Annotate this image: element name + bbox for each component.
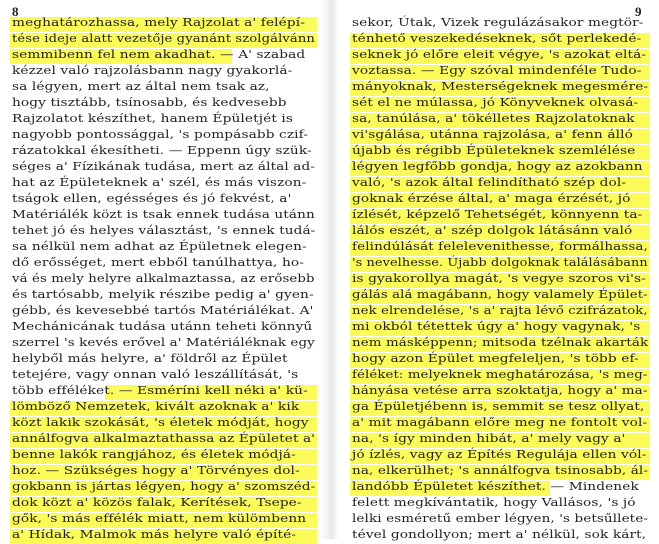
left-page-line: szerrel 's kevés erővel a' Matériáléknak egy xyxy=(12,335,315,349)
left-page-line: Mechánicának tudása utánn teheti könnyű xyxy=(12,319,313,333)
right-page-line: 's nevelhesse. Újabb dolgoknak találásábann xyxy=(352,255,648,269)
right-page-line: ízlését, képzelő Tehetségét, könnyenn ta- xyxy=(352,207,643,221)
left-page-line: tságok ellen, egésséges és jó fekvést, a' xyxy=(12,191,292,205)
right-page-line: jó ízlés, vagy az Építés Regulája ellen vól- xyxy=(352,447,647,461)
left-page-line: semmibenn fel nem akadhat. — A' szabad xyxy=(12,47,306,61)
left-page-line: meghatározhassa, mely Rajzolat a' felépí- xyxy=(12,15,305,29)
right-page-line: mányoknak, Mesterségeknek megesmére- xyxy=(352,79,649,93)
right-page-line: goknak érzése által, a' maga érzését, jó xyxy=(352,191,631,205)
right-page-line: mi okból tétettek úgy a' hogy vagynak, 's xyxy=(352,319,641,333)
left-page-line: gokbann is jártas légyen, hogy a' szomszéd- xyxy=(12,479,316,493)
right-page-line: újabb és régibb Épületeknek szemlélése xyxy=(352,143,636,157)
left-page-line: tése ideje alatt vezetője gyanánt szolgálvánn xyxy=(12,31,315,45)
left-page-line: hogy tisztább, tsínosabb, és kedvesebb xyxy=(12,95,287,109)
left-page-line: hat az Épületeknek a' szél, és más viszon- xyxy=(12,175,307,189)
left-page-line: séges a' Fízikának tudása, mert az által ad- xyxy=(12,159,316,173)
right-page-line: lálós eszét, a' szép dolgok látásánn való xyxy=(352,223,633,237)
right-page-line: ga Épületjébenn is, semmit se tesz ollyat, xyxy=(352,399,645,413)
right-page-line: a' mit magábann előre meg ne fontolt vol- xyxy=(352,415,648,429)
right-page-line: hányása vetése arra szoktatja, hogy a' ma- xyxy=(352,383,648,397)
left-page-line: lömböző Nemzetek, kivált azoknak a' kik xyxy=(12,399,300,413)
left-page-line: dő erősséget, mert ebből tanúlhattya, ho- xyxy=(12,255,304,269)
right-page-line: seknek jó előre eleit végye, 's azokat eltá- xyxy=(352,47,647,61)
right-page-line: na, 's így minden hibát, a' mely vagy a' xyxy=(352,431,626,445)
right-page-line: sekor, Útak, Vizek regulázásakor megtör- xyxy=(352,15,644,29)
left-page-line: gők, 's más effélék miatt, nem külömbenn xyxy=(12,511,307,525)
left-page-line: közt lakik szokását, 's életek módját, hogy xyxy=(12,415,309,429)
page-number-left: 8 xyxy=(12,4,19,19)
left-page-line: sa légyen, mert az által nem tsak az, xyxy=(12,79,270,93)
left-page-line: sa nélkül nem adhat az Épületnek elegen- xyxy=(12,239,307,253)
left-page-line: tehet jó és helyes választást, 's ennek tudá- xyxy=(12,223,316,237)
right-page-line: tével gondollyon; mert a' nélkül, sok kárt, xyxy=(352,527,647,541)
right-page-line: gálás alá magábann, hogy valamely Épület- xyxy=(352,287,648,301)
left-page-line: és tartósabb, melyik részibe pedig a' gyen- xyxy=(12,287,314,301)
left-page-line: annálfogva alkalmaztathassa az Épületet a' xyxy=(12,431,316,445)
right-page-line: vi'sgálása, utánna rajzolása, a' fenn álló xyxy=(352,127,633,141)
right-page-line: nem másképpenn; mitsoda tzélnak akarták xyxy=(352,335,649,349)
right-page-line: is gyakorollya magát, 's vegye szoros vi's- xyxy=(352,271,646,285)
right-page-line: felindúlását felelevenithesse, formálhassa, xyxy=(352,239,648,253)
right-page-line: na, elkerülhet; 's annálfogva tsinosabb, ál- xyxy=(352,463,649,477)
left-page-line: hoz. — Szükséges hogy a' Törvényes dol- xyxy=(12,463,300,477)
right-page-line: lelki esméretű ember légyen, 's betsűllete- xyxy=(352,511,648,525)
right-page-line: hogy azon Épület megfeleljen, 's több ef- xyxy=(352,351,639,365)
right-page-line: sa, tanúlása, a' tökélletes Rajzolatoknak xyxy=(352,111,635,125)
left-page-line: rázatokkal ékesítheti. — Eppenn úgy szük- xyxy=(12,143,312,157)
right-page-line: voztassa. — Egy szóval mindenféle Tudo- xyxy=(352,63,642,77)
left-page-line: több efféléket. — Esméríni kell néki a' kü- xyxy=(12,383,308,397)
left-page-line: Rajzolatot készíthet, hanem Épületjét is xyxy=(12,111,294,125)
right-page-line: felett megkívántatik, hogy Vallásos, 's jó xyxy=(352,495,636,509)
right-page-line: landóbb Épületet készíthet. — Mindenek xyxy=(352,479,639,493)
page-number-right: 9 xyxy=(635,4,642,19)
right-page-line: való, 's azok által felindítható szép dol- xyxy=(352,175,627,189)
left-page-line: helyből más helyre, a' földről az Épület xyxy=(12,351,288,365)
left-page-line: benne lakók rangjához, és életek módjá- xyxy=(12,447,296,461)
left-page-line: tetejére, vagy onnan való leszállítását, 's xyxy=(12,367,299,381)
left-page-line: dok közt a' közös falak, Kerítések, Tsepe- xyxy=(12,495,302,509)
left-page-line: nagyobb pontossággal, 's pompásabb czif- xyxy=(12,127,309,141)
right-page-line: ténhető veszekedéseknek, sőt perlekedé- xyxy=(352,31,642,45)
left-page-line: vá és mely helyre alkalmaztassa, az erősebb xyxy=(12,271,315,285)
left-page-line: Matériálék közt is tsak ennek tudása utánn xyxy=(12,207,315,221)
left-page-line: kézzel való rajzolásbann nagy gyakorlá- xyxy=(12,63,293,77)
right-page-line: nek elrendelése, 's a' rajta lévő czifrázatok, xyxy=(352,303,648,317)
book-gutter xyxy=(320,0,339,539)
left-page-line: gébb, és kevesebbé tartós Matériálékat. A' xyxy=(12,303,314,317)
right-page-line: sét el ne múlassa, jó Könyveknek olvasá- xyxy=(352,95,639,109)
left-page-line: a' Hídak, Malmok más helyre való építé- xyxy=(12,527,297,541)
right-page-line: féléket: melyeknek meghatározása, 's meg- xyxy=(352,367,648,381)
right-page-line: légyen legfőbb gondja, hogy az azokbann xyxy=(352,159,643,173)
